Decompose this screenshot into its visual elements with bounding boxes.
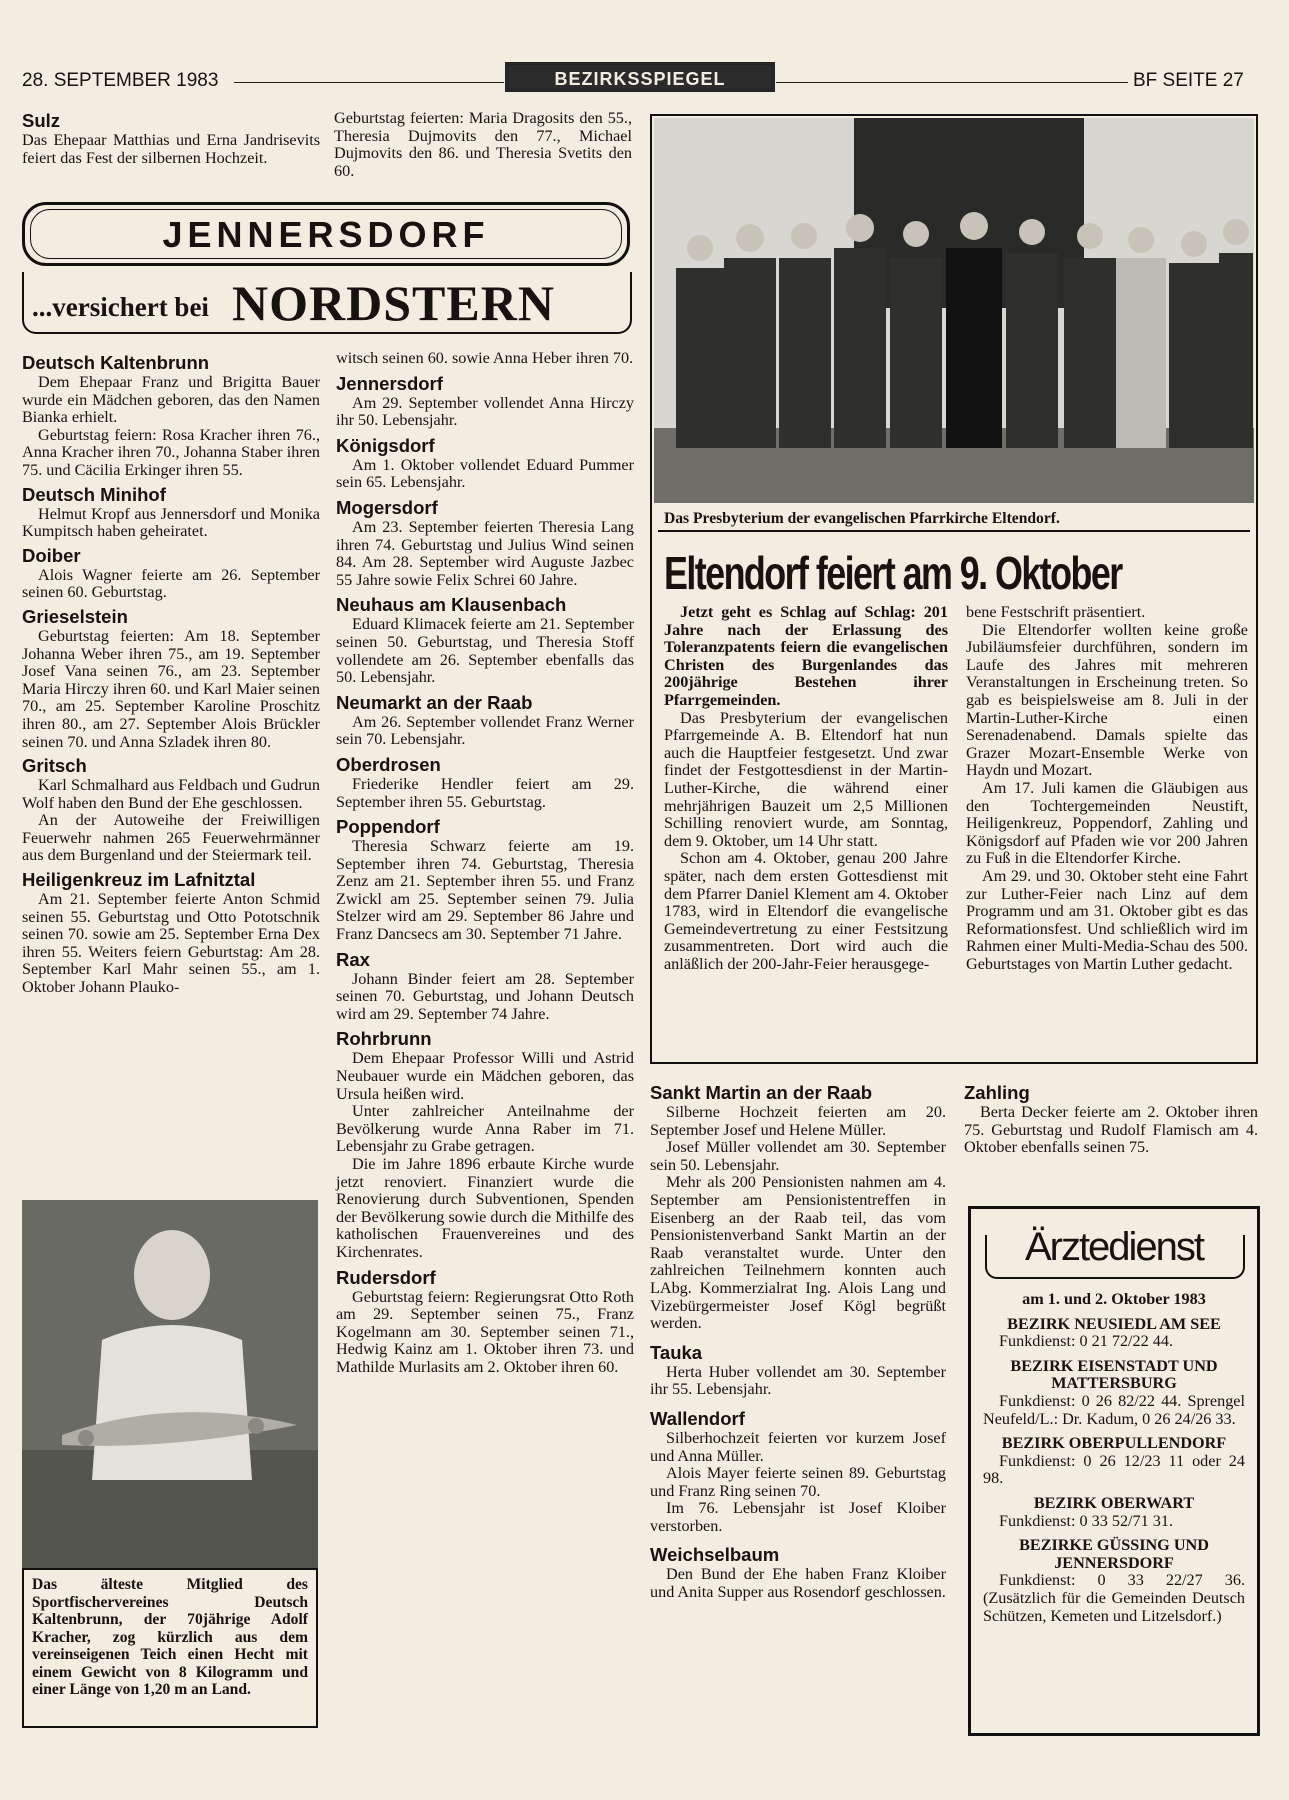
section-paragraph: Helmut Kropf aus Jennersdorf und Monika Kumpitsch haben geheiratet. [22, 504, 320, 541]
nordstern-ad [22, 272, 632, 334]
district-info: Funkdienst: 0 33 22/27 36. (Zusätzlich für die Gemeinden Deutsch Schützen, Kemeten und Litzelsdorf.) [983, 1571, 1245, 1625]
feature-paragraph: Am 17. Juli kamen die Gläubigen aus den Tochtergemeinden Neustift, Heiligenkreuz, Poppendorf, Zahling und Königsdorf auf Pfaden wie vor 200 Jahren zu Fuß in die Eltendorfer Kirche. [966, 778, 1248, 868]
section-paragraph: Alois Mayer feierte seinen 89. Geburtstag und Franz Ring seinen 70. [650, 1464, 946, 1500]
section-heading: Deutsch Kaltenbrunn [22, 352, 210, 373]
section-paragraph: Mehr als 200 Pensionisten nahmen am 4. September am Pensionistentreffen in Eisenberg an der Raab teil, das vom Pensionistenverband Sankt Martin an der Raab veranstaltet wurde. Unter den zahlreichen Teilnehmern konnten auch LAbg. Kommerzialrat Ing. Alois Lang und Vizebürgermeister Josef Kögl begrüßt werden. [650, 1173, 946, 1333]
section-heading: Jennersdorf [336, 372, 443, 394]
district-name: BEZIRK OBERPULLENDORF [1001, 1434, 1227, 1453]
section-tag: BEZIRKSSPIEGEL [505, 62, 775, 92]
section-paragraph: Eduard Klimacek feierte am 21. September seinen 50. Geburtstag, und Theresia Stoff vollendete am 26. September ebenfalls das 50. Lebensjahr. [336, 615, 634, 687]
section-paragraph: Am 29. September vollendet Anna Hirczy ihr 50. Lebensjahr. [336, 393, 634, 430]
feature-paragraph: Das Presbyterium der evangelischen Pfarrgemeinde A. B. Eltendorf hat nun auch die Hauptfeier festgesetzt. Und zwar findet der Festgottesdienst in der Martin-Luther-Kirche, die während einer mehrjährigen Bauzeit um 2,5 Millionen Schilling renoviert wurde, am Sonntag, dem 9. Oktober, um 14 Uhr statt. [664, 708, 948, 850]
section-paragraph: Johann Binder feiert am 28. September seinen 70. Geburtstag, und Johann Deutsch wird am 29. September 74 Jahre. [336, 969, 634, 1023]
district-name: BEZIRK OBERWART [1033, 1493, 1195, 1512]
section-heading: Wallendorf [650, 1407, 745, 1429]
section-paragraph: Geburtstag feiern: Rosa Kracher ihren 76., Anna Kracher ihren 70., Johanna Staber ihren 75. und Cäcilia Erkinger ihren 55. [22, 425, 320, 479]
feature-paragraph: Schon am 4. Oktober, genau 200 Jahre später, nach dem ersten Gottesdienst mit dem Pfarrer Daniel Klement am 4. Oktober 1783, wird in Eltendorf die evangelische Gemeindevertretung zu einer Festsitzung zusammentreten. Dort wird auch die anläßlich der 200-Jahr-Feier herausgege- [664, 849, 948, 973]
section-heading: Sankt Martin an der Raab [650, 1082, 873, 1103]
section-heading: Rohrbrunn [336, 1028, 432, 1050]
section-heading: Neumarkt an der Raab [336, 691, 533, 713]
section-paragraph: Alois Wagner feierte am 26. September seinen 60. Geburtstag. [22, 565, 320, 602]
section-paragraph: Josef Müller vollendet am 30. September sein 50. Lebensjahr. [650, 1138, 946, 1174]
section-paragraph: Silberne Hochzeit feierten am 20. September Josef und Helene Müller. [650, 1103, 946, 1139]
section-heading: Tauka [650, 1341, 703, 1363]
district-info: Funkdienst: 0 33 52/71 31. [999, 1511, 1174, 1530]
issue-date: 28. SEPTEMBER 1983 [22, 70, 219, 91]
angler-caption-box [22, 1568, 318, 1728]
angler-photo-image [22, 1200, 318, 1568]
section-paragraph: An der Autoweihe der Freiwilligen Feuerwehr nahmen 265 Feuerwehrmänner aus dem Burgenland und der Steiermark teil. [22, 811, 320, 865]
sulz-article-cont [334, 110, 632, 180]
presbyterium-photo-image [654, 118, 1254, 503]
aerztedienst-entries [983, 1291, 1245, 1625]
section-heading: Neuhaus am Klausenbach [336, 594, 567, 616]
feature-left-column [664, 604, 948, 973]
section-paragraph: Am 1. Oktober vollendet Eduard Pummer sein 65. Lebensjahr. [336, 455, 634, 492]
section-paragraph: Friederike Hendler feiert am 29. September ihren 55. Geburtstag. [336, 774, 634, 811]
column-1 [22, 352, 320, 997]
section-heading: Heiligenkreuz im Lafnitztal [22, 869, 256, 891]
district-info: Funkdienst: 0 26 12/23 11 oder 24 98. [983, 1451, 1245, 1488]
district-info: Funkdienst: 0 21 72/22 44. [999, 1332, 1174, 1351]
section-paragraph: witsch seinen 60. sowie Anna Heber ihren 70. [336, 349, 634, 367]
section-paragraph: Unter zahlreicher Anteilnahme der Bevölkerung wurde Anna Raber im 71. Lebensjahr zu Grabe getragen. [336, 1102, 634, 1156]
section-heading: Poppendorf [336, 816, 440, 838]
section-paragraph: Karl Schmalhard aus Feldbach und Gudrun Wolf haben den Bund der Ehe geschlossen. [22, 776, 320, 812]
sulz-heading: Sulz [22, 110, 61, 131]
feature-paragraph: bene Festschrift präsentiert. [966, 603, 1146, 621]
section-heading: Königsdorf [336, 434, 435, 456]
section-paragraph: Herta Huber vollendet am 30. September ihr 55. Lebensjahr. [650, 1362, 946, 1399]
feature-right-column [966, 604, 1248, 973]
section-heading: Weichselbaum [650, 1544, 780, 1566]
district-name: BEZIRKE GÜSSING UND JENNERSDORF [1019, 1536, 1209, 1572]
caption-divider [658, 530, 1250, 532]
section-heading: Rax [336, 948, 370, 970]
sulz-text: Das Ehepaar Matthias und Erna Jandrisevits feiert das Fest der silbernen Hochzeit. [22, 131, 320, 167]
sulz-article [22, 110, 320, 167]
section-paragraph: Am 21. September feierte Anton Schmid seinen 55. Geburtstag und Otto Pototschnik seinen 70. sowie am 25. September Erna Dex ihren 55. Weiters feiern Geburtstag: Am 28. September Karl Mahr seinen 55., am 1. Oktober Johann Plauko- [22, 890, 320, 997]
ad-prefix: ...versichert bei [32, 292, 209, 322]
column-3 [650, 1082, 946, 1602]
section-heading: Deutsch Minihof [22, 483, 166, 505]
section-paragraph: Dem Ehepaar Franz und Brigitta Bauer wurde ein Mädchen geboren, das den Namen Bianka erhielt. [22, 373, 320, 427]
section-heading: Doiber [22, 544, 81, 566]
presbyterium-photo [654, 118, 1254, 503]
section-paragraph: Am 26. September vollendet Franz Werner sein 70. Lebensjahr. [336, 712, 634, 749]
section-paragraph: Im 76. Lebensjahr ist Josef Kloiber verstorben. [650, 1499, 946, 1535]
district-info: Funkdienst: 0 26 82/22 44. Sprengel Neufeld/L.: Dr. Kadum, 0 26 24/26 33. [983, 1391, 1245, 1428]
section-heading: Mogersdorf [336, 496, 438, 518]
section-heading: Oberdrosen [336, 753, 441, 775]
section-heading: Rudersdorf [336, 1266, 436, 1288]
district-name: BEZIRK EISENSTADT UND MATTERSBURG [1010, 1356, 1218, 1393]
district-name: BEZIRK NEUSIEDL AM SEE [1007, 1314, 1221, 1333]
zahling-heading: Zahling [964, 1082, 1030, 1103]
section-paragraph: Am 23. September feierten Theresia Lang ihren 74. Geburtstag und Julius Wind seinen 84. Am 28. September wird Auguste Jazbec 55 Jahre sowie Felix Schrei 60 Jahre. [336, 517, 634, 589]
aerztedienst-box [968, 1206, 1260, 1736]
ad-brand: NORDSTERN [232, 275, 555, 331]
aerztedienst-title: Ärztedienst [1024, 1225, 1204, 1269]
section-paragraph: Geburtstag feiern: Regierungsrat Otto Roth am 29. September seinen 75., Franz Kogelmann am 30. September seinen 71., Hedwig Kainz am 1. Oktober ihren 73. und Mathilde Murlasits am 2. Oktober ihren 60. [336, 1287, 634, 1376]
feature-headline: Eltendorf feiert am 9. Oktober [664, 547, 1122, 599]
section-paragraph: Dem Ehepaar Professor Willi und Astrid Neubauer wurde ein Mädchen geboren, das Ursula heißen wird. [336, 1049, 634, 1103]
section-paragraph: Den Bund der Ehe haben Franz Kloiber und Anita Supper aus Rosendorf geschlossen. [650, 1565, 946, 1602]
section-paragraph: Geburtstag feierten: Am 18. September Johanna Weber ihren 75., am 19. September Josef Vana seinen 76., am 23. September Maria Hirczy ihren 60. und Karl Maier seinen 70., am 25. September Karoline Proschitz ihren 80., am 27. September Alois Brückler seinen 70. und Anna Szladek ihren 80. [22, 626, 320, 751]
column-2 [336, 350, 634, 1377]
page-number: BF SEITE 27 [1133, 70, 1244, 91]
section-heading: Gritsch [22, 755, 87, 777]
zahling-article [964, 1082, 1258, 1157]
district-name: JENNERSDORF [30, 209, 622, 259]
feature-paragraph: Die Eltendorfer wollten keine große Jubiläumsfeier durchführen, sondern im Laufe des Jahres mit mehreren Veranstaltungen in Erscheinung treten. So gab es beispielsweise am 8. Juli in der Martin-Luther-Kirche einen Serenadenabend. Damals spielte das Grazer Mozart-Ensemble Werke von Haydn und Mozart. [966, 620, 1248, 780]
angler-photo [22, 1200, 318, 1568]
district-banner [22, 202, 630, 266]
feature-lead: Jetzt geht es Schlag auf Schlag: 201 Jahre nach der Erlassung des Toleranzpatents feiern die evangelischen Christen des Burgenlandes das 200jährige Bestehen ihrer Pfarrgemeinden. [664, 603, 948, 709]
header-rule-right [776, 82, 1128, 83]
section-paragraph: Silberhochzeit feierten vor kurzem Josef und Anna Müller. [650, 1428, 946, 1465]
section-paragraph: Die im Jahre 1896 erbaute Kirche wurde jetzt renoviert. Finanziert wurde die Renovierung durch Subventionen, Spenden der Bevölkerung sowie durch die Mithilfe des katholischen Frauenvereines und des Kirchenrates. [336, 1155, 634, 1261]
sulz-text-cont: Geburtstag feierten: Maria Dragosits den 55., Theresia Dujmovits den 77., Michael Dujmovits den 86. und Theresia Svetits den 60. [334, 109, 632, 180]
feature-paragraph: Am 29. und 30. Oktober steht eine Fahrt zur Luther-Feier nach Linz auf dem Programm und am 31. Oktober gibt es das Reformationsfest. Und schließlich wird im Rahmen einer Multi-Media-Schau des 500. Geburtstages von Martin Luther gedacht. [966, 866, 1248, 973]
section-heading: Grieselstein [22, 605, 128, 627]
header-rule-left [234, 82, 504, 83]
aerztedienst-date: am 1. und 2. Oktober 1983 [1022, 1290, 1206, 1308]
presbyterium-caption: Das Presbyterium der evangelischen Pfarrkirche Eltendorf. [664, 510, 1060, 527]
section-paragraph: Theresia Schwarz feierte am 19. September ihren 74. Geburtstag, Theresia Zenz am 21. September ihren 55. und Franz Zwickl am 25. September seinen 79. Julia Stelzer wird am 29. September 86 Jahre und Franz Dancsecs am 30. September 71 Jahre. [336, 837, 634, 944]
angler-caption: Das älteste Mitglied des Sportfischervereines Deutsch Kaltenbrunn, der 70jährige Adolf Kracher, zog kürzlich aus dem vereinseigenen Teich einen Hecht mit einem Gewicht von 8 Kilogramm und einer Länge von 1,20 m an Land. [32, 1576, 308, 1698]
zahling-text: Berta Decker feierte am 2. Oktober ihren 75. Geburtstag und Rudolf Flamisch am 4. Oktober ebenfalls seinen 75. [964, 1103, 1258, 1157]
